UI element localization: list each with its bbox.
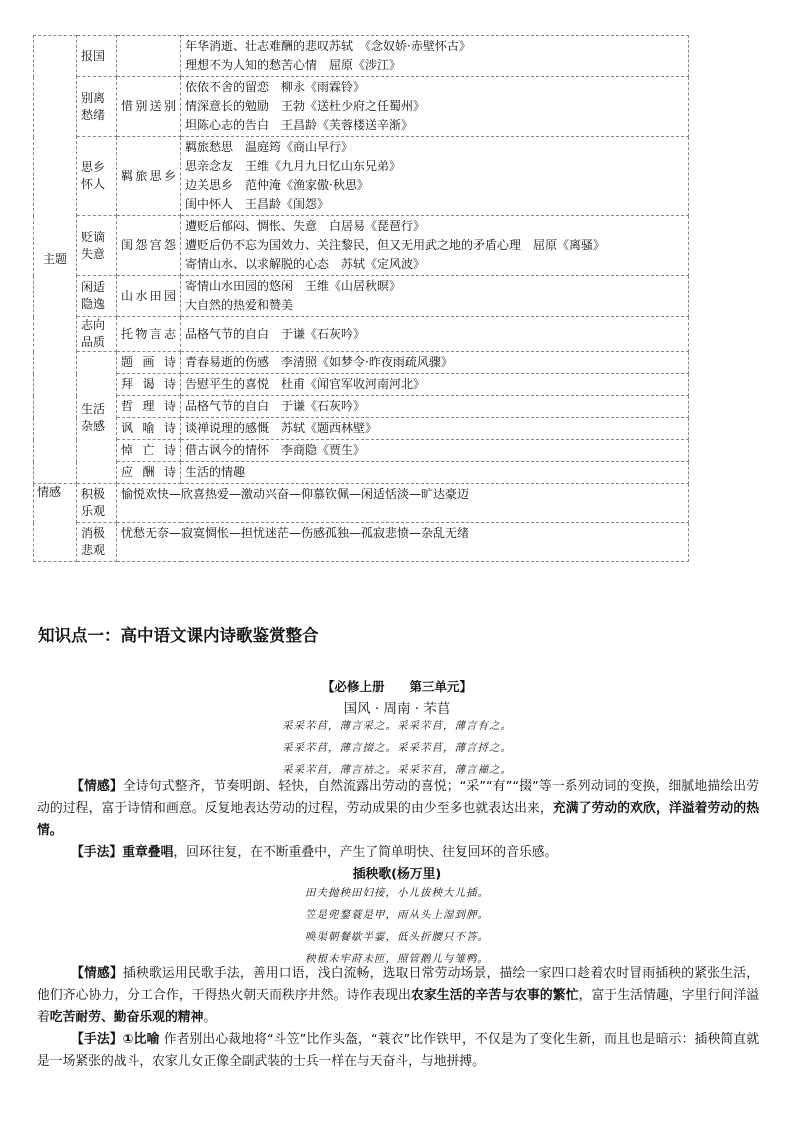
example-line: 寄情山水、以求解脱的心态 苏轼《定风波》 <box>185 257 426 271</box>
poem2-emotion-paragraph <box>37 963 759 1029</box>
emotion-highlight: 充满了劳动的欢欣，洋溢着劳动的热情。 <box>37 801 760 838</box>
subcategory-cell <box>117 36 181 77</box>
subcategory-cell: 哲理诗 <box>117 396 181 418</box>
example-line: 坦陈心志的告白 王昌龄《芙蓉楼送辛渐》 <box>185 118 414 132</box>
poem1-emotion-paragraph <box>37 776 759 842</box>
examples-cell <box>181 317 689 352</box>
example-line: 思亲念友 王维《九月九日忆山东兄弟》 <box>185 159 402 173</box>
technique-tag: 【手法】 <box>71 845 123 860</box>
subcategory-cell: 羁旅思乡 <box>117 137 181 216</box>
category-cell: 积极乐观 <box>77 484 117 523</box>
example-line: 借古讽今的情怀 李商隐《贾生》 <box>185 443 366 457</box>
emotion-text: 插秧歌运用民歌手法，善用口语，浅白流畅，选取日常劳动场景，描绘一家四口趁着农时冒雨插秧的紧张生活，他们齐心协力，分工合作，干得热火朝天而秩序井然。诗作表现出 <box>37 966 760 1003</box>
subcategory-cell: 应酬诗 <box>117 462 181 484</box>
technique-tag: 【手法】 <box>71 1032 123 1047</box>
example-line: 边关思乡 范仲淹《渔家傲·秋思》 <box>185 178 369 192</box>
theme-group-row <box>34 36 689 77</box>
emotion-sequence-cell <box>117 484 689 523</box>
life-row <box>34 352 689 374</box>
poem-title-fuyi: 国风 · 周南 · 芣苢 <box>343 701 451 717</box>
category-cell: 思乡怀人 <box>77 137 117 216</box>
category-cell: 闲适隐逸 <box>77 276 117 317</box>
poem-verse: 采采芣苢，薄言掇之。采采芣苢，薄言捋之。 <box>282 742 512 754</box>
section-title: 知识点一：高中语文课内诗歌鉴赏整合 <box>38 626 319 645</box>
poem-verse: 笠是兜鍪蓑是甲，雨从头上湿到胛。 <box>305 909 489 921</box>
subcategory-cell: 讽喻诗 <box>117 418 181 440</box>
emotion-text: 全诗句式整齐，节奏明朗、轻快，自然流露出劳动的喜悦；“采”“有”“掇”等一系列动词的变换，细腻地描绘出劳动的过程，富于诗情和画意。反复地表达劳动的过程，劳动成果的由少至多也就表达出来， <box>37 779 760 816</box>
technique-text: 作者别出心裁地将“斗笠”比作头盔，“蓑衣”比作铁甲，不仅是为了变化生新，而且也是暗示：插秧简直就是一场紧张的战斗，农家儿女正像全副武装的士兵一样在与天奋斗，与地拼搏。 <box>37 1032 759 1069</box>
poem-title-chayang: 插秧歌(杨万里) <box>352 867 442 882</box>
examples-cell <box>181 77 689 137</box>
poem-verse: 田夫抛秧田妇接，小儿拔秧大儿插。 <box>305 887 489 899</box>
poem-verse: 唤渠朝餐歇半霎，低头折腰只不答。 <box>305 931 489 943</box>
life-row <box>34 374 689 396</box>
example-line: 谈禅说理的感慨 苏轼《题西林壁》 <box>185 421 378 435</box>
examples-cell <box>181 462 689 484</box>
poem-verse: 采采芣苢，薄言袺之。采采芣苢，薄言襭之。 <box>282 764 512 776</box>
example-line: 青春易逝的伤感 李清照《如梦令·昨夜雨疏风骤》 <box>185 355 453 369</box>
example-line: 生活的情趣 <box>185 465 246 479</box>
example-line: 品格气节的自白 于谦《石灰吟》 <box>185 326 366 341</box>
emotion-text: 。 <box>203 1010 217 1025</box>
emotion-sequence: 忧愁无奈—寂寞惆怅—担忧迷茫—伤感孤独—孤寂悲愤—杂乱无绪 <box>121 526 470 540</box>
example-line: 遭贬后郁闷、惆怅、失意 白居易《琵琶行》 <box>185 219 426 233</box>
category-cell: 志向品质 <box>77 317 117 352</box>
category-cell: 贬谪失意 <box>77 216 117 276</box>
category-cell: 消极悲观 <box>77 523 117 562</box>
example-line: 寄情山水田园的悠闲 王维《山居秋暝》 <box>185 279 402 293</box>
life-row <box>34 462 689 484</box>
theme-group-row <box>34 317 689 352</box>
subcategory-cell: 山水田园 <box>117 276 181 317</box>
subcategory-cell: 拜谒诗 <box>117 374 181 396</box>
example-line: 理想不为人知的愁苦心情 屈原《涉江》 <box>185 58 402 72</box>
example-line: 遭贬后仍不忘为国效力、关注黎民，但又无用武之地的矛盾心理 屈原《离骚》 <box>185 238 606 252</box>
theme-group-row <box>34 216 689 276</box>
subcategory-cell: 题画诗 <box>117 352 181 374</box>
emotion-row <box>34 484 689 523</box>
subcategory-cell: 托物言志 <box>117 317 181 352</box>
example-line: 大自然的热爱和赞美 <box>185 298 294 312</box>
examples-cell <box>181 440 689 462</box>
example-line: 依依不舍的留恋 柳永《雨霖铃》 <box>185 80 366 94</box>
emotion-sequence-cell <box>117 523 689 562</box>
examples-cell <box>181 276 689 317</box>
poem2-technique-paragraph <box>37 1029 759 1073</box>
theme-group-row <box>34 77 689 137</box>
examples-cell <box>181 396 689 418</box>
technique-text: ，回环往复，在不断重叠中，产生了简单明快、往复回环的音乐感。 <box>173 845 558 860</box>
category-cell: 报国 <box>77 36 117 77</box>
emotion-tag: 【情感】 <box>71 966 123 981</box>
technique-highlight: ①比喻 <box>122 1032 160 1047</box>
technique-highlight: 重章叠唱 <box>122 845 174 860</box>
category-cell: 生活杂感 <box>77 352 117 484</box>
emotion-label: 情感 <box>34 484 77 562</box>
emotion-row <box>34 523 689 562</box>
emotion-highlight: 吃苦耐劳、勤奋乐观的精神 <box>49 1010 204 1025</box>
example-line: 年华消逝、壮志难酬的悲叹苏轼 《念奴娇·赤壁怀古》 <box>185 39 471 53</box>
example-line: 闺中怀人 王昌龄《闺怨》 <box>185 197 330 211</box>
poem-verse: 采采芣苢，薄言采之。采采芣苢，薄言有之。 <box>282 720 512 732</box>
examples-cell <box>181 216 689 276</box>
example-line: 告慰平生的喜悦 杜甫《闻官军收河南河北》 <box>185 377 426 391</box>
emotion-tag: 【情感】 <box>71 779 123 794</box>
theme-table-body <box>34 36 689 562</box>
examples-cell <box>181 374 689 396</box>
subcategory-cell: 惜别送别 <box>117 77 181 137</box>
theme-group-row <box>34 276 689 317</box>
examples-cell <box>181 418 689 440</box>
subcategory-cell: 闺怨宫怨 <box>117 216 181 276</box>
theme-group-row <box>34 137 689 216</box>
emotion-text: ，富于生活情趣，字里行间洋溢着 <box>37 988 760 1025</box>
emotion-highlight: 农家生活的辛苦与农事的繁忙 <box>410 988 579 1003</box>
subcategory-cell: 悼亡诗 <box>117 440 181 462</box>
unit-title: 【必修上册 第三单元】 <box>321 679 472 694</box>
examples-cell <box>181 36 689 77</box>
poem-verse: 秧根未牢莳未匝，照管鹅儿与雏鸭。 <box>305 953 489 965</box>
life-row <box>34 396 689 418</box>
life-row <box>34 418 689 440</box>
theme-label: 主题 <box>34 36 77 484</box>
poetry-theme-table <box>33 35 689 562</box>
emotion-sequence: 愉悦欢快—欣喜热爱—激动兴奋—仰慕钦佩—闲适恬淡—旷达豪迈 <box>121 487 470 501</box>
category-cell: 别离愁绪 <box>77 77 117 137</box>
poem1-technique-paragraph <box>37 842 759 864</box>
example-line: 品格气节的自白 于谦《石灰吟》 <box>185 399 366 413</box>
examples-cell <box>181 352 689 374</box>
example-line: 情深意长的勉励 王勃《送杜少府之任蜀州》 <box>185 99 426 113</box>
examples-cell <box>181 137 689 216</box>
life-row <box>34 440 689 462</box>
example-line: 羁旅愁思 温庭筠《商山早行》 <box>185 140 354 154</box>
